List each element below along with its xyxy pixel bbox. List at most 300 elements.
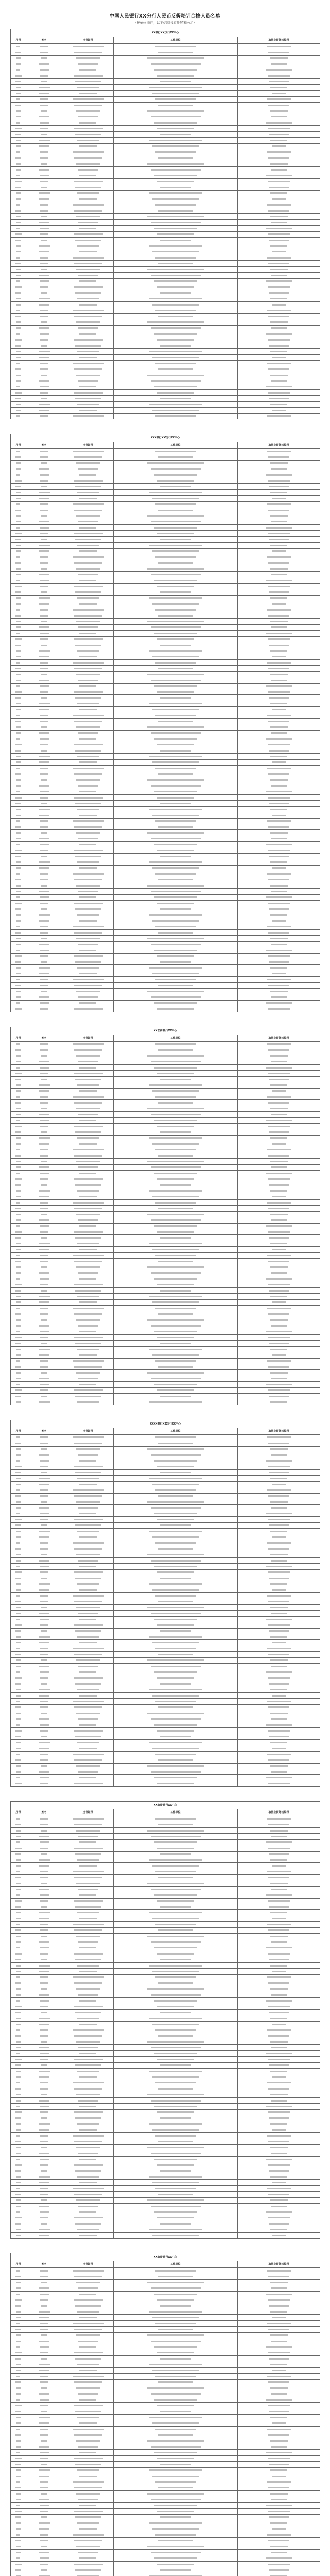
table-cell: [62, 1692, 114, 1698]
table-cell: [11, 501, 26, 507]
column-header: 工作单位: [114, 1809, 238, 1816]
table-cell: [11, 2092, 26, 2097]
table-cell: [11, 2080, 26, 2086]
table-cell: [26, 2438, 62, 2444]
table-cell: [26, 1605, 62, 1611]
document-subtitle: （按单位排序，以下信息按原件照样公示）: [133, 21, 197, 25]
table-cell: [26, 1147, 62, 1153]
table-cell: [238, 1692, 320, 1698]
table-cell: [62, 1657, 114, 1663]
table-cell: [11, 1341, 26, 1346]
table-cell: [238, 1710, 320, 1716]
table-cell: [238, 1311, 320, 1317]
table-row: [11, 977, 320, 982]
table-row: [11, 1270, 320, 1276]
table-cell: [114, 1153, 238, 1158]
table-cell: [62, 325, 114, 331]
table-row: [11, 44, 320, 49]
table-cell: [114, 1182, 238, 1188]
table-cell: [238, 1217, 320, 1223]
table-cell: [238, 1171, 320, 1176]
table-cell: [26, 126, 62, 131]
table-cell: [114, 871, 238, 877]
table-cell: [238, 1294, 320, 1299]
table-cell: [11, 1458, 26, 1464]
column-header: 序号: [11, 1809, 26, 1816]
table-cell: [11, 783, 26, 789]
table-cell: [62, 519, 114, 524]
table-row: [11, 1969, 320, 1974]
table-cell: [114, 2010, 238, 2015]
table-row: [11, 742, 320, 748]
table-cell: [238, 1962, 320, 1968]
table-cell: [238, 1106, 320, 1111]
table-cell: [114, 2004, 238, 2009]
table-cell: [238, 2145, 320, 2150]
table-cell: [238, 801, 320, 806]
table-row: [11, 648, 320, 654]
table-row: [11, 296, 320, 301]
table-cell: [62, 2127, 114, 2132]
table-cell: [62, 2550, 114, 2555]
table-cell: [62, 718, 114, 724]
table-row: [11, 384, 320, 389]
table-cell: [11, 2444, 26, 2450]
table-cell: [114, 138, 238, 143]
table-cell: [26, 507, 62, 513]
table-row: [11, 1904, 320, 1910]
table-cell: [26, 1464, 62, 1469]
table-cell: [62, 1986, 114, 1992]
table-cell: [11, 1194, 26, 1199]
table-cell: [238, 1734, 320, 1739]
table-cell: [114, 1505, 238, 1511]
table-cell: [11, 2320, 26, 2326]
table-cell: [114, 806, 238, 812]
table-row: [11, 2450, 320, 2455]
column-header: 姓名: [26, 1809, 62, 1816]
table-cell: [238, 1082, 320, 1088]
table-cell: [11, 361, 26, 366]
table-cell: [238, 396, 320, 401]
table-cell: [62, 2344, 114, 2350]
table-cell: [26, 613, 62, 618]
table-cell: [26, 2561, 62, 2567]
table-cell: [238, 1898, 320, 1904]
table-cell: [62, 155, 114, 161]
table-cell: [26, 748, 62, 753]
table-cell: [238, 642, 320, 648]
table-cell: [114, 296, 238, 301]
table-cell: [62, 947, 114, 953]
table-cell: [62, 894, 114, 900]
table-cell: [238, 2403, 320, 2409]
table-cell: [11, 1534, 26, 1540]
table-cell: [62, 2015, 114, 2021]
table-cell: [11, 1141, 26, 1147]
table-row: [11, 701, 320, 706]
table-row: [11, 718, 320, 724]
table-cell: [62, 2297, 114, 2303]
table-cell: [11, 1188, 26, 1194]
table-cell: [62, 1059, 114, 1064]
table-cell: [114, 484, 238, 489]
table-cell: [11, 2115, 26, 2121]
table-cell: [114, 1969, 238, 1974]
table-cell: [114, 941, 238, 947]
table-cell: [26, 1652, 62, 1657]
table-cell: [238, 2068, 320, 2074]
table-cell: [26, 1258, 62, 1264]
table-cell: [62, 1112, 114, 1117]
table-cell: [114, 2467, 238, 2473]
table-cell: [114, 824, 238, 830]
table-cell: [11, 1470, 26, 1476]
table-cell: [238, 2385, 320, 2391]
table-cell: [62, 936, 114, 941]
table-cell: [238, 2362, 320, 2367]
table-cell: [114, 2555, 238, 2561]
table-row: [11, 736, 320, 742]
table-cell: [11, 531, 26, 536]
table-cell: [11, 607, 26, 613]
table-cell: [114, 255, 238, 261]
table-cell: [62, 2033, 114, 2039]
table-cell: [114, 2039, 238, 2045]
table-cell: [26, 2050, 62, 2056]
table-cell: [26, 1370, 62, 1376]
table-cell: [114, 1522, 238, 1528]
table-cell: [238, 413, 320, 419]
table-cell: [238, 783, 320, 789]
table-cell: [11, 1505, 26, 1511]
table-cell: [26, 496, 62, 501]
table-cell: [26, 1969, 62, 1974]
table-row: [11, 2150, 320, 2156]
table-cell: [238, 308, 320, 313]
table-cell: [114, 1528, 238, 1534]
table-cell: [238, 1728, 320, 1734]
table-cell: [114, 677, 238, 683]
table-cell: [11, 84, 26, 90]
table-cell: [62, 120, 114, 126]
table-cell: [26, 607, 62, 613]
table-cell: [62, 1699, 114, 1704]
table-cell: [114, 583, 238, 589]
table-cell: [11, 865, 26, 871]
table-cell: [26, 184, 62, 190]
table-cell: [11, 2197, 26, 2203]
table-cell: [114, 1687, 238, 1692]
table-cell: [62, 994, 114, 1000]
table-cell: [26, 601, 62, 607]
table-cell: [11, 454, 26, 460]
table-cell: [26, 971, 62, 976]
table-cell: [114, 2561, 238, 2567]
table-cell: [26, 1927, 62, 1933]
table-cell: [26, 337, 62, 343]
table-cell: [114, 378, 238, 384]
table-cell: [62, 1869, 114, 1874]
table-cell: [238, 1892, 320, 1898]
table-cell: [238, 214, 320, 219]
table-cell: [238, 1247, 320, 1252]
table-cell: [62, 1235, 114, 1241]
table-cell: [62, 496, 114, 501]
table-row: [11, 836, 320, 841]
table-cell: [11, 2285, 26, 2291]
table-cell: [11, 2215, 26, 2221]
table-cell: [62, 354, 114, 360]
table-cell: [62, 361, 114, 366]
column-header: 工作单位: [114, 1035, 238, 1041]
column-header: 身份证号: [62, 37, 114, 44]
table-cell: [11, 1564, 26, 1569]
table-row: [11, 2162, 320, 2168]
table-cell: [11, 2426, 26, 2432]
table-cell: [11, 2291, 26, 2297]
table-cell: [26, 2509, 62, 2514]
table-cell: [62, 988, 114, 994]
table-cell: [238, 2221, 320, 2227]
table-cell: [11, 184, 26, 190]
table-row: [11, 2426, 320, 2432]
table-cell: [26, 1646, 62, 1651]
table-cell: [11, 947, 26, 953]
table-cell: [114, 1863, 238, 1869]
table-cell: [238, 178, 320, 184]
table-row: [11, 1306, 320, 1311]
table-row: [11, 1499, 320, 1505]
table-cell: [26, 2268, 62, 2274]
table-cell: [26, 677, 62, 683]
table-cell: [26, 1875, 62, 1880]
table-cell: [238, 1299, 320, 1305]
table-cell: [11, 1517, 26, 1522]
table-cell: [26, 736, 62, 742]
table-row: [11, 1481, 320, 1487]
table-cell: [114, 560, 238, 566]
table-cell: [114, 1692, 238, 1698]
table-cell: [114, 91, 238, 96]
table-row: [11, 1663, 320, 1669]
table-cell: [26, 102, 62, 108]
table-row: [11, 2315, 320, 2320]
table-row: [11, 2050, 320, 2056]
table-cell: [26, 2502, 62, 2508]
table-cell: [62, 131, 114, 137]
table-cell: [26, 466, 62, 472]
table-cell: [26, 2162, 62, 2168]
table-cell: [11, 2532, 26, 2537]
table-cell: [114, 79, 238, 84]
table-cell: [114, 648, 238, 654]
table-cell: [62, 1346, 114, 1352]
table-cell: [26, 44, 62, 49]
table-cell: [11, 1886, 26, 1892]
table-row: [11, 2285, 320, 2291]
table-cell: [62, 666, 114, 671]
section-gap: [10, 2239, 320, 2253]
table-cell: [11, 196, 26, 202]
table-row: [11, 1323, 320, 1329]
table-cell: [11, 2455, 26, 2461]
table-cell: [62, 2555, 114, 2561]
table-cell: [62, 1171, 114, 1176]
table-row: [11, 1751, 320, 1757]
table-cell: [238, 707, 320, 713]
table-cell: [26, 67, 62, 73]
table-cell: [238, 2426, 320, 2432]
table-cell: [114, 261, 238, 266]
table-cell: [62, 2332, 114, 2338]
table-cell: [114, 1827, 238, 1833]
table-cell: [238, 2432, 320, 2438]
table-cell: [238, 237, 320, 243]
table-cell: [11, 1311, 26, 1317]
table-cell: [26, 1933, 62, 1939]
table-row: [11, 941, 320, 947]
table-cell: [26, 231, 62, 237]
table-cell: [11, 507, 26, 513]
table-cell: [238, 1611, 320, 1616]
table-cell: [238, 2168, 320, 2174]
table-cell: [62, 296, 114, 301]
table-cell: [62, 1153, 114, 1158]
table-cell: [114, 1053, 238, 1059]
table-cell: [11, 1757, 26, 1763]
table-cell: [62, 1341, 114, 1346]
table-cell: [11, 736, 26, 742]
table-row: [11, 1869, 320, 1874]
table-cell: [238, 1980, 320, 1986]
table-cell: [238, 1141, 320, 1147]
table-cell: [11, 2561, 26, 2567]
table-cell: [26, 1487, 62, 1493]
table-row: [11, 2068, 320, 2074]
section-gap: [10, 1405, 320, 1420]
table-cell: [114, 2567, 238, 2573]
table-row: [11, 777, 320, 783]
table-cell: [62, 2385, 114, 2391]
table-cell: [26, 1869, 62, 1874]
column-header: 取得上岗资格编号: [238, 1035, 320, 1041]
table-cell: [238, 378, 320, 384]
table-cell: [62, 2420, 114, 2426]
roster-table: [10, 29, 320, 419]
table-cell: [114, 1957, 238, 1962]
table-row: [11, 2168, 320, 2174]
table-cell: [62, 2526, 114, 2532]
table-cell: [26, 912, 62, 918]
table-cell: [62, 2438, 114, 2444]
table-cell: [62, 1505, 114, 1511]
table-cell: [114, 2291, 238, 2297]
column-header: 姓名: [26, 442, 62, 449]
table-cell: [26, 401, 62, 407]
table-cell: [62, 79, 114, 84]
table-row: [11, 982, 320, 988]
table-cell: [62, 2121, 114, 2127]
table-cell: [114, 1282, 238, 1287]
table-cell: [114, 1352, 238, 1358]
table-cell: [62, 96, 114, 102]
table-cell: [114, 2232, 238, 2238]
table-cell: [62, 707, 114, 713]
table-cell: [114, 507, 238, 513]
table-cell: [62, 1141, 114, 1147]
table-cell: [11, 636, 26, 642]
table-cell: [114, 1816, 238, 1822]
table-cell: [62, 138, 114, 143]
table-cell: [114, 2285, 238, 2291]
table-row: [11, 1112, 320, 1117]
table-cell: [238, 1282, 320, 1287]
table-cell: [11, 2045, 26, 2050]
table-cell: [11, 2097, 26, 2103]
table-row: [11, 2145, 320, 2150]
table-cell: [62, 1200, 114, 1206]
document-title: 中国人民银行XX分行人民币反假培训合格人员名单: [109, 14, 221, 19]
table-cell: [62, 1957, 114, 1962]
table-cell: [26, 2291, 62, 2297]
table-cell: [62, 390, 114, 396]
table-row: [11, 1992, 320, 1997]
table-cell: [62, 1781, 114, 1786]
table-cell: [114, 1763, 238, 1769]
table-cell: [62, 208, 114, 213]
table-row: [11, 167, 320, 173]
table-cell: [62, 190, 114, 196]
table-cell: [114, 1481, 238, 1487]
table-cell: [11, 660, 26, 666]
table-cell: [114, 149, 238, 155]
table-cell: [114, 354, 238, 360]
table-cell: [62, 1182, 114, 1188]
table-cell: [11, 1540, 26, 1546]
table-cell: [26, 1153, 62, 1158]
table-row: [11, 2332, 320, 2338]
table-cell: [114, 2174, 238, 2179]
table-cell: [26, 619, 62, 624]
table-cell: [62, 1681, 114, 1687]
table-cell: [62, 466, 114, 472]
table-cell: [238, 1616, 320, 1622]
table-cell: [11, 1117, 26, 1123]
table-cell: [114, 1886, 238, 1892]
table-cell: [26, 1740, 62, 1745]
table-cell: [26, 396, 62, 401]
table-cell: [11, 2567, 26, 2573]
table-cell: [26, 1657, 62, 1663]
table-row: [11, 91, 320, 96]
table-cell: [114, 695, 238, 701]
table-cell: [11, 595, 26, 601]
table-row: [11, 1164, 320, 1170]
table-row: [11, 1775, 320, 1781]
table-cell: [238, 1446, 320, 1452]
table-cell: [62, 2080, 114, 2086]
table-cell: [238, 560, 320, 566]
table-cell: [114, 1616, 238, 1622]
table-cell: [26, 572, 62, 578]
column-header: 身份证号: [62, 1809, 114, 1816]
table-cell: [26, 449, 62, 454]
table-cell: [62, 313, 114, 319]
table-cell: [114, 243, 238, 249]
table-cell: [62, 1740, 114, 1745]
table-cell: [238, 748, 320, 753]
